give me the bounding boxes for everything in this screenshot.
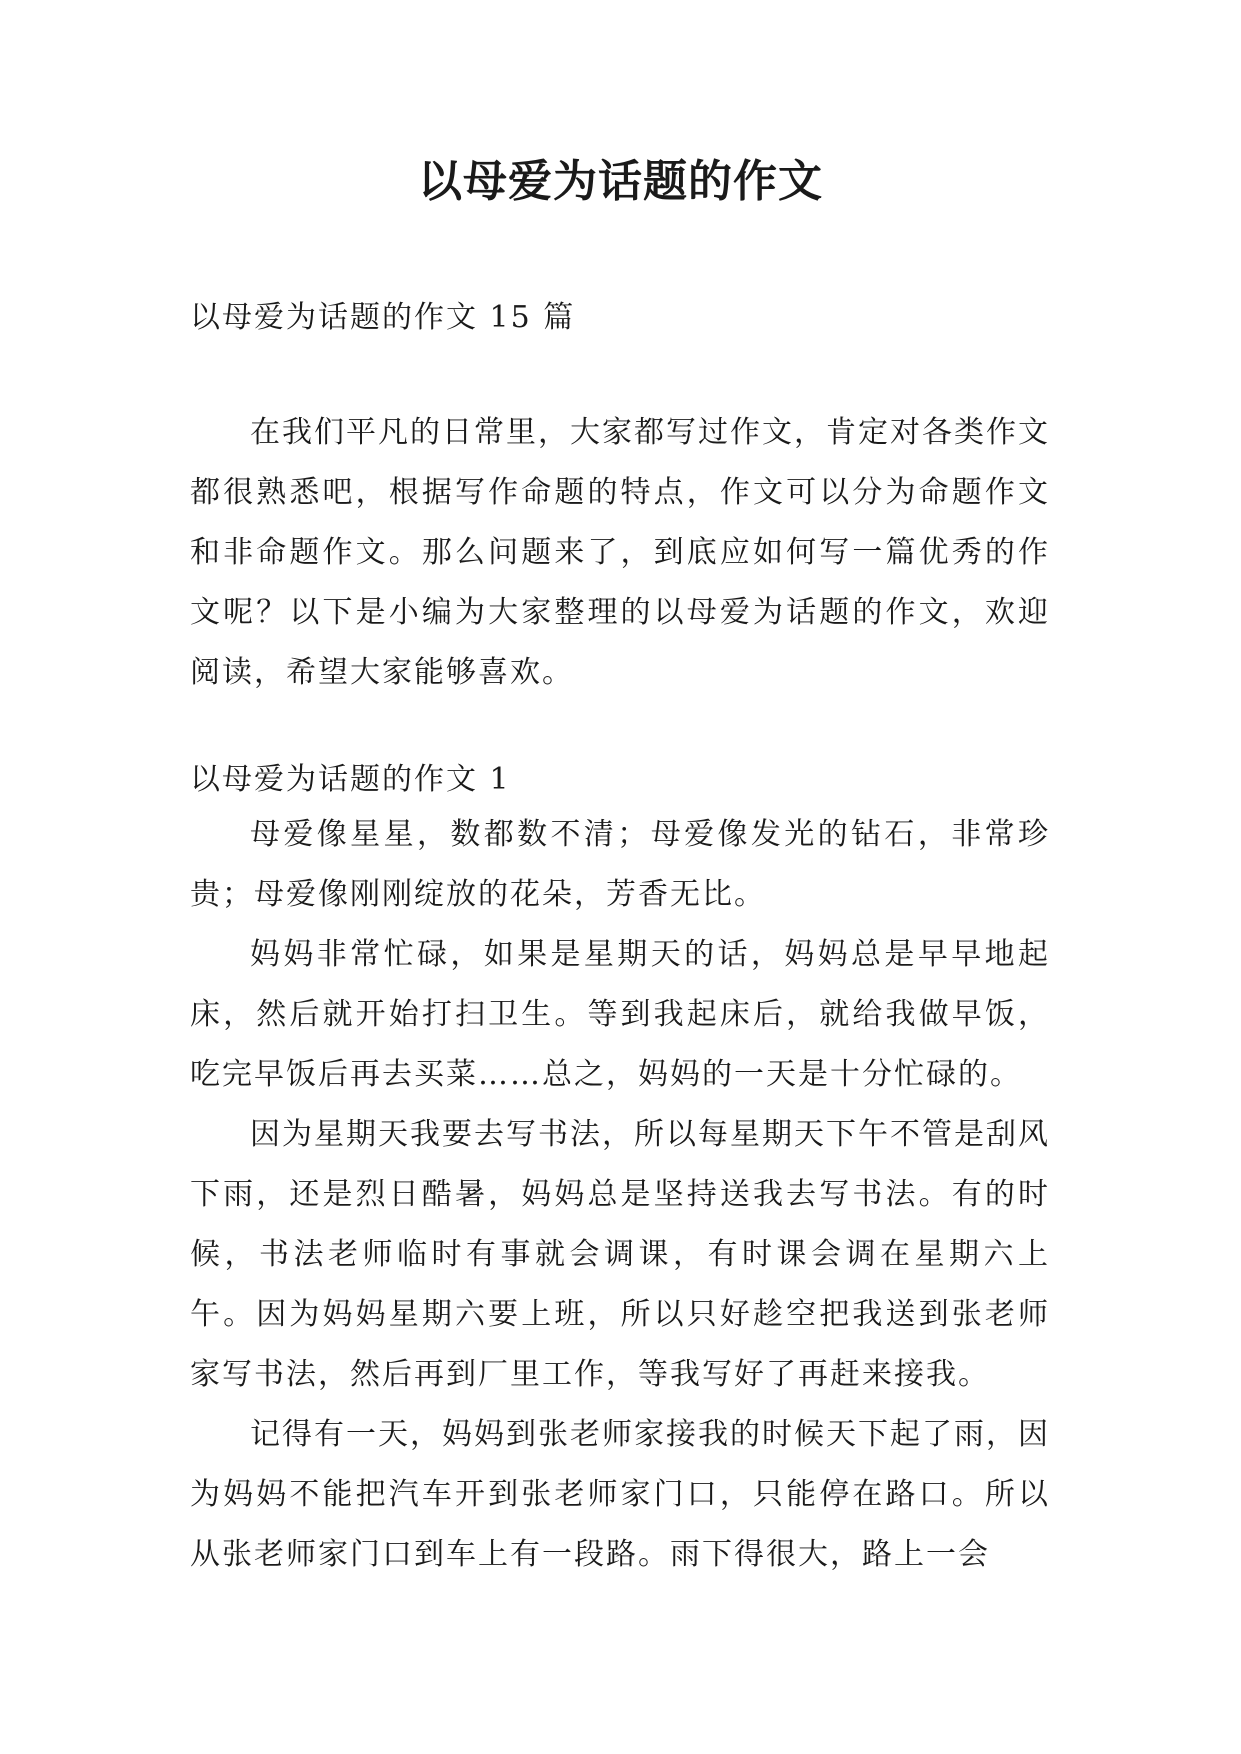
- body-paragraph: 因为星期天我要去写书法，所以每星期天下午不管是刮风下雨，还是烈日酷暑，妈妈总是坚持送我去写书法。有的时候，书法老师临时有事就会调课，有时课会调在星期六上午。因为妈妈星期六要上班，所以只好趁空把我送到张老师家写书法，然后再到厂里工作，等我写好了再赶来接我。: [190, 1117, 1050, 1392]
- body-paragraph: 记得有一天，妈妈到张老师家接我的时候天下起了雨，因为妈妈不能把汽车开到张老师家门口，只能停在路口。所以从张老师家门口到车上有一段路。雨下得很大，路上一会: [190, 1417, 1050, 1572]
- body-paragraph: 母爱像星星，数都数不清；母爱像发光的钻石，非常珍贵；母爱像刚刚绽放的花朵，芳香无比。: [190, 817, 1050, 912]
- document-title: 以母爱为话题的作文: [418, 156, 823, 207]
- intro-paragraph: 在我们平凡的日常里，大家都写过作文，肯定对各类作文都很熟悉吧，根据写作命题的特点，作文可以分为命题作文和非命题作文。那么问题来了，到底应如何写一篇优秀的作文呢？以下是小编为大家整理的以母爱为话题的作文，欢迎阅读，希望大家能够喜欢。: [190, 415, 1050, 690]
- essay-body: [190, 805, 1050, 1585]
- body-paragraph: 妈妈非常忙碌，如果是星期天的话，妈妈总是早早地起床，然后就开始打扫卫生。等到我起床后，就给我做早饭，吃完早饭后再去买菜……总之，妈妈的一天是十分忙碌的。: [190, 937, 1050, 1092]
- document-subtitle: 以母爱为话题的作文 15 篇: [190, 300, 576, 335]
- section-heading: 以母爱为话题的作文 1: [190, 762, 511, 797]
